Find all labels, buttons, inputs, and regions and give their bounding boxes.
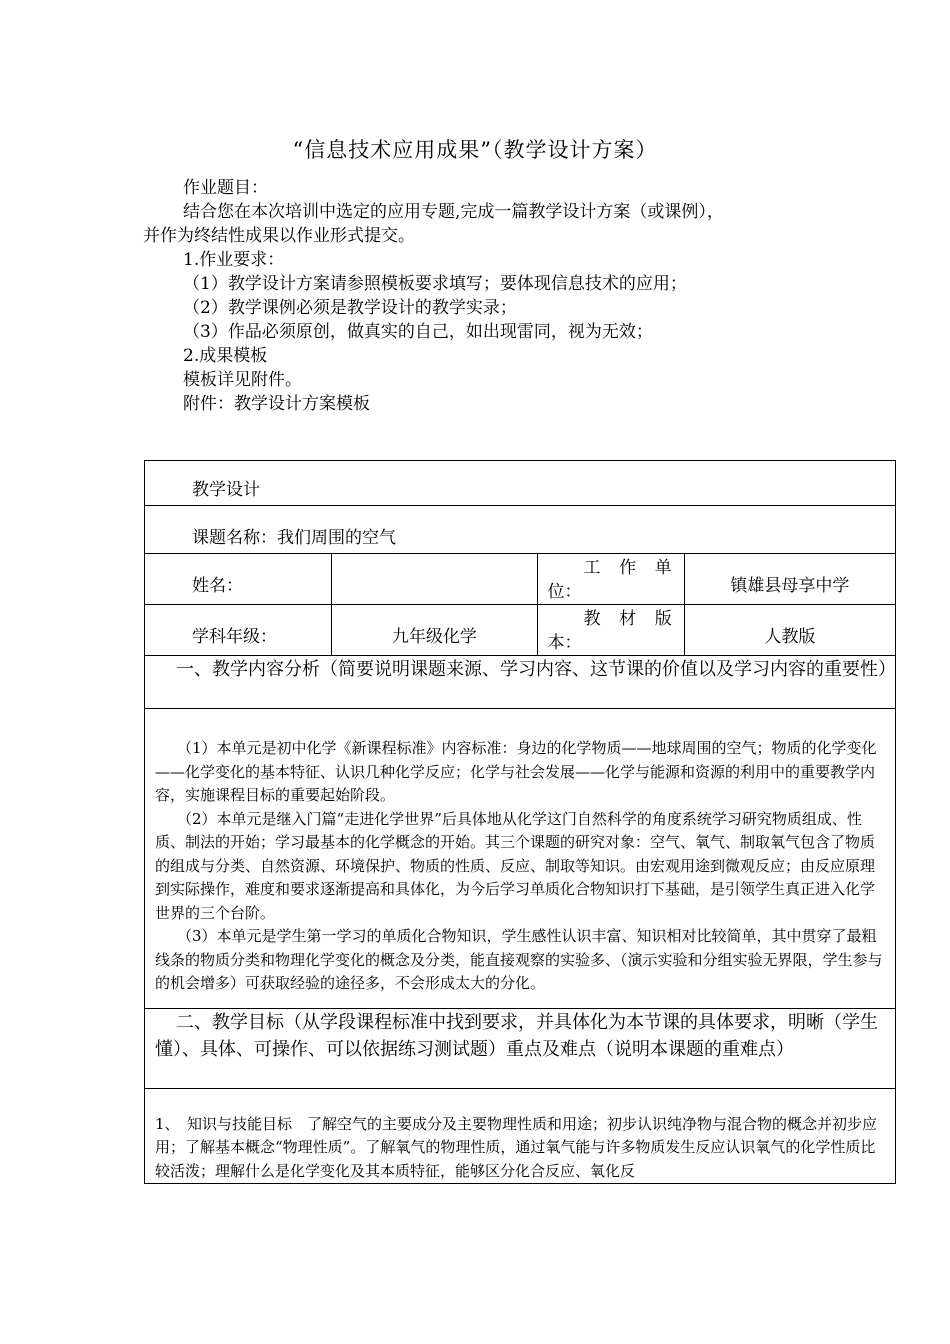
document-title: “信息技术应用成果”（教学设计方案）	[292, 138, 658, 162]
intro-line: （3）作品必须原创，做真实的自己，如出现雷同，视为无效；	[183, 322, 653, 342]
section1-paragraph: （2）本单元是继入门篇“走进化学世界”后具体地从化学这门自然科学的角度系统学习研究物质组成、性质、制法的开始；学习最基本的化学概念的开始。其三个课题的研究对象：空气、氧气、制取氧气包含了物质的组成与分类、自然资源、环境保护、物质的性质、反应、制取等知识。由宏观用途到微观反应；由反应原理到实际操作，难度和要求逐渐提高和具体化，为今后学习单质化合物知识打下基础，是引领学生真正进入化学世界的三个台阶。	[155, 809, 876, 922]
lesson-design-form	[144, 460, 896, 1184]
edition-label-line2: 本：	[547, 633, 582, 653]
unit-value: 镇雄县母享中学	[684, 554, 895, 605]
name-value	[332, 554, 537, 605]
edition-label	[537, 605, 684, 656]
topic-field: 课题名称：我们周围的空气	[145, 506, 896, 554]
edition-value: 人教版	[684, 605, 895, 656]
name-label: 姓名：	[145, 554, 332, 605]
intro-line: 2.成果模板	[183, 346, 268, 366]
edition-label-char: 版	[654, 609, 672, 629]
section1-heading: 一、教学内容分析（简要说明课题来源、学习内容、这节课的价值以及学习内容的重要性）	[145, 656, 896, 709]
intro-line: （2）教学课例必须是教学设计的教学实录；	[183, 298, 517, 318]
unit-label-char: 作	[619, 558, 637, 578]
section2-heading: 二、教学目标（从学段课程标准中找到要求，并具体化为本节课的具体要求，明晰（学生懂）、具体、可操作、可以依据练习测试题）重点及难点（说明本课题的重难点）	[145, 1008, 896, 1088]
intro-line: 1.作业要求：	[183, 250, 285, 270]
section1-body	[145, 709, 896, 1009]
intro-line: 并作为终结性成果以作业形式提交。	[143, 226, 415, 246]
section1-paragraph: （3）本单元是学生第一学习的单质化合物知识，学生感性认识丰富、知识相对比较简单，其中贯穿了最粗线条的物质分类和物理化学变化的概念及分类，能直接观察的实验多、（演示实验和分组实验无界限，学生参与的机会增多）可获取经验的途径多，不会形成太大的分化。	[155, 927, 883, 992]
section2-paragraph: 1、 知识与技能目标 了解空气的主要成分及主要物理性质和用途；初步认识纯净物与混合物的概念并初步应用；了解基本概念“物理性质”。了解氧气的物理性质，通过氧气能与许多物质发生反应认识氧气的化学性质比较活泼；理解什么是化学变化及其本质特征，能够区分化合反应、氧化反	[155, 1114, 878, 1180]
intro-line: 附件：教学设计方案模板	[183, 394, 370, 414]
unit-label-line2: 位：	[547, 582, 582, 602]
edition-label-char: 教	[583, 609, 601, 629]
unit-label	[537, 554, 684, 605]
intro-line: 结合您在本次培训中选定的应用专题,完成一篇教学设计方案（或课例），	[183, 202, 724, 222]
section2-body	[145, 1088, 896, 1184]
intro-line: （1）教学设计方案请参照模板要求填写；要体现信息技术的应用；	[183, 274, 687, 294]
intro-line: 作业题目：	[183, 178, 268, 198]
grade-value: 九年级化学	[332, 605, 537, 656]
unit-label-char: 工	[583, 558, 601, 578]
unit-label-char: 单	[654, 558, 672, 578]
section1-paragraph: （1）本单元是初中化学《新课程标准》内容标准：身边的化学物质——地球周围的空气；物质的化学变化——化学变化的基本特征、认识几种化学反应；化学与社会发展——化学与能源和资源的利用中的重要教学内容，实施课程目标的重要起始阶段。	[155, 739, 877, 804]
edition-label-char: 材	[619, 609, 637, 629]
intro-line: 模板详见附件。	[183, 370, 302, 390]
assignment-intro	[143, 176, 803, 416]
form-heading: 教学设计	[145, 461, 896, 506]
grade-label: 学科年级：	[145, 605, 332, 656]
